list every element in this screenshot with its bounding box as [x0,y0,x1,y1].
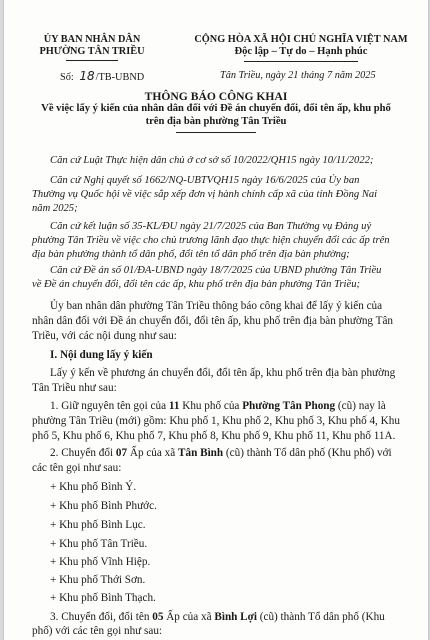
item1-line2: phường Tân Triều (mới) gồm: Khu phố 1, Khu phố 2, Khu phố 3, Khu phố 4, Khu [32,415,400,427]
section-lead-line: Lấy ý kến về phương án chuyển đổi, đổi tên ấp, khu phố trên địa bàn phường [50,367,396,379]
notice-title: THÔNG BÁO CÔNG KHAI [144,90,288,103]
basis-line: Căn cứ Đề án số 01/ĐA-UBND ngày 18/7/2025 của UBND phường Tân Triều [50,265,382,276]
item3-line1: 3. Chuyển đổi, đổi tên 05 Ấp của xã Bình Lợi (cũ) thành Tổ dân phố (Khu [50,611,385,623]
document-number: Số: 18/TB-UBND [60,69,145,83]
section-heading: I. Nội dung lấy ý kiến [50,349,153,361]
motto-underline [244,61,358,62]
intro-line: Triều, với các nội dung như sau: [32,330,177,342]
place-date: Tân Triều, ngày 21 tháng 7 năm 2025 [220,70,376,81]
list-item: + Khu phố Vĩnh Hiệp. [50,556,151,568]
basis-line: Thường vụ Quốc hội về việc sắp xếp đơn vị hành chính cấp xã của tỉnh Đồng Nai [32,189,378,200]
notice-subject-line2: trên địa bàn phường Tân Triều [145,116,287,127]
notice-subject-line1: Về việc lấy ý kiến của nhân dân đối với Đề án chuyển đổi, đổi tên ấp, khu phố [41,103,391,114]
agency-name-line1: ỦY BAN NHÂN DÂN [43,34,141,45]
item2-line2: các tên gọi như sau: [32,462,122,474]
list-item: + Khu phố Bình Ý. [50,481,137,493]
basis-line: phường Tân Triều về việc cho chủ trương lãnh đạo thực hiện chuyển đổi các ấp trên [32,235,390,246]
basis-line: địa bàn phường thành tổ dân phố, đổi tên tổ dân phố trên địa bàn phường; [32,249,350,260]
basis-line: năm 2025; [32,203,78,214]
list-item: + Khu phố Bình Lục. [50,519,146,531]
list-item: + Khu phố Bình Phước. [50,500,157,512]
basis-line: về Đề án chuyển đổi, đổi tên các ấp, khu phố trên địa bàn phường Tân Triều; [32,279,361,290]
item1-line3: phố 5, Khu phố 6, Khu phố 7, Khu phố 8, Khu phố 9, Khu phố 11, Khu phố 11A. [32,430,396,442]
nation-title: CỘNG HÒA XÃ HỘI CHỦ NGHĨA VIỆT NAM [194,34,408,45]
list-item: + Khu phố Tân Triều. [50,538,148,550]
basis-line: Căn cứ kết luận số 35-KL/ĐU ngày 21/7/2025 của Ban Thường vụ Đảng uỷ [50,221,372,232]
title-underline [176,132,256,133]
agency-name-line2: PHƯỜNG TÂN TRIỀU [39,46,145,57]
handwritten-number: 18 [79,69,95,83]
intro-line: nhân dân đối với Đề án chuyển đổi, đổi tên ấp, khu phố trên địa bàn phường Tân [32,315,394,327]
intro-line: Ủy ban nhân dân phường Tân Triều thông báo công khai để lấy ý kiến của [50,300,383,312]
section-lead-line: Tân Triều như sau: [32,382,117,394]
item1-line1: 1. Giữ nguyên tên gọi của 11 Khu phố của Phường Tân Phong (cũ) nay là [50,400,386,412]
basis-line: Căn cứ Luật Thực hiện dân chủ ở cơ sở số 10/2022/QH15 ngày 10/11/2022; [50,155,374,166]
basis-line: Căn cứ Nghị quyết số 1662/NQ-UBTVQH15 ngày 16/6/2025 của Ủy ban [50,175,360,186]
item2-line1: 2. Chuyển đổi 07 Ấp của xã Tân Bình (cũ) thành Tổ dân phố (Khu phố) với [50,447,392,459]
document-page [4,0,428,640]
list-item: + Khu phố Thới Sơn. [50,574,146,586]
list-item: + Khu phố Bình Thạch. [50,592,156,604]
nation-motto: Độc lập – Tự do – Hạnh phúc [234,46,368,57]
item3-line2: phố) với các tên gọi như sau: [32,625,163,637]
agency-underline [66,60,118,61]
